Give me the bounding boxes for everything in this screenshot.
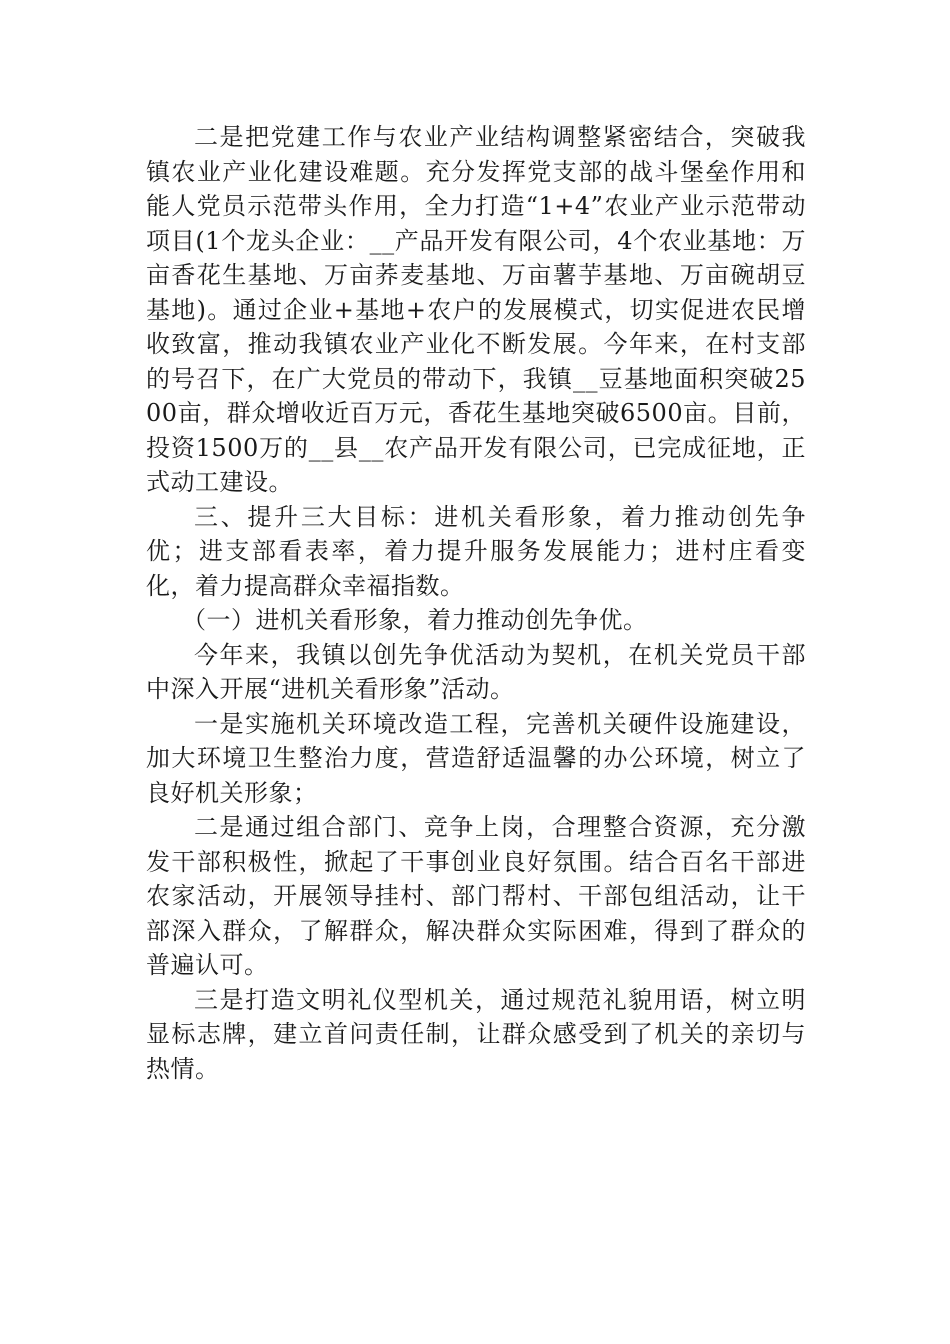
paragraph-three-goals: 三、提升三大目标：进机关看形象，着力推动创先争优；进支部看表率，着力提升服务发展能力；进村庄看变化，着力提高群众幸福指数。	[146, 502, 806, 600]
paragraph-campaign-intro: 今年来，我镇以创先争优活动为契机，在机关党员干部中深入开展“进机关看形象”活动。	[146, 640, 806, 703]
section-heading-office-image: （一）进机关看形象，着力推动创先争优。	[182, 606, 648, 634]
document-page	[146, 120, 806, 1086]
paragraph-department-reorganization: 二是通过组合部门、竞争上岗，合理整合资源，充分激发干部积极性，掀起了干事创业良好氛围。结合百名干部进农家活动，开展领导挂村、部门帮村、干部包组活动，让干部深入群众，了解群众，解决群众实际困难，得到了群众的普遍认可。	[146, 813, 806, 979]
paragraph-agriculture-integration: 二是把党建工作与农业产业结构调整紧密结合，突破我镇农业产业化建设难题。充分发挥党支部的战斗堡垒作用和能人党员示范带头作用，全力打造“1+4”农业产业示范带动项目(1个龙头企业：__产品开发有限公司，4个农业基地：万亩香花生基地、万亩荞麦基地、万亩薯芋基地、万亩碗胡豆基地)。通过企业+基地+农户的发展模式，切实促进农民增收致富，推动我镇农业产业化不断发展。今年来，在村支部的号召下，在广大党员的带动下，我镇__豆基地面积突破2500亩，群众增收近百万元，香花生基地突破6500亩。目前，投资1500万的__县__农产品开发有限公司，已完成征地，正式动工建设。	[146, 123, 806, 496]
paragraph-environment-improvement: 一是实施机关环境改造工程，完善机关硬件设施建设，加大环境卫生整治力度，营造舒适温馨的办公环境，树立了良好机关形象；	[146, 709, 806, 807]
paragraph-civility-office: 三是打造文明礼仪型机关，通过规范礼貌用语，树立明显标志牌，建立首问责任制，让群众感受到了机关的亲切与热情。	[146, 985, 806, 1083]
